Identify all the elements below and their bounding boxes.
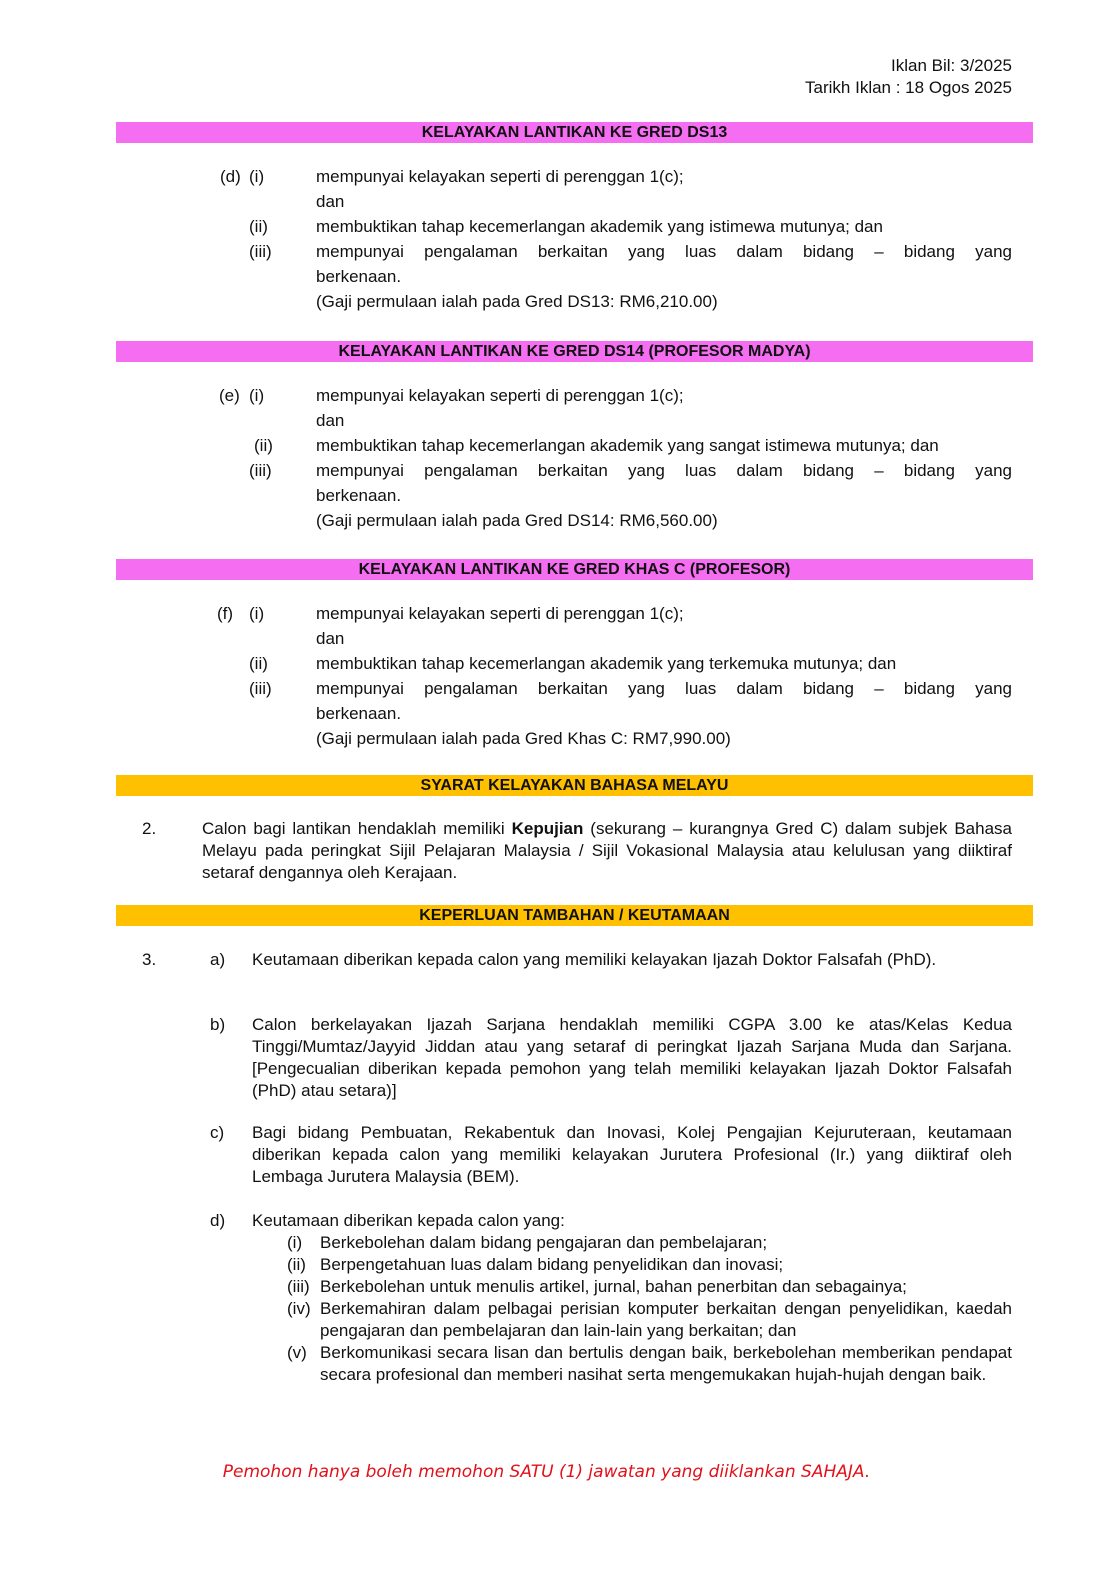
item-text: mempunyai pengalaman berkaitan yang luas dalam bidang – bidang yang — [316, 461, 1012, 480]
list-item — [0, 651, 1093, 676]
qualification-list-ds13 — [0, 164, 1093, 314]
item-text: membuktikan tahap kecemerlangan akademik yang terkemuka mutunya; dan — [316, 654, 897, 673]
section-heading-ds14: KELAYAKAN LANTIKAN KE GRED DS14 (PROFESOR MADYA) — [116, 341, 1033, 362]
footer-note: Pemohon hanya boleh memohon SATU (1) jawatan yang diiklankan SAHAJA. — [222, 1462, 871, 1482]
emphasis-kepujian: Kepujian — [511, 819, 584, 838]
item-number: (ii) — [254, 436, 273, 455]
item-number: (iii) — [249, 242, 272, 261]
sub-item-text: Berpengetahuan luas dalam bidang penyelidikan dan inovasi; — [320, 1255, 784, 1274]
item-continuation: berkenaan. — [316, 267, 402, 286]
ad-date: Tarikh Iklan : 18 Ogos 2025 — [805, 78, 1012, 97]
salary-note: (Gaji permulaan ialah pada Gred DS13: RM6,210.00) — [316, 292, 718, 311]
paragraph-body — [202, 818, 1012, 884]
section-heading-ds13: KELAYAKAN LANTIKAN KE GRED DS13 — [116, 122, 1033, 143]
item-text: mempunyai pengalaman berkaitan yang luas dalam bidang – bidang yang — [316, 242, 1012, 261]
item-continuation: berkenaan. — [316, 704, 402, 723]
item-label: (e) — [219, 386, 240, 405]
list-item — [0, 433, 1093, 458]
section-heading-bahasa-melayu: SYARAT KELAYAKAN BAHASA MELAYU — [116, 775, 1033, 796]
item-number: (i) — [249, 386, 265, 405]
text-segment: Calon bagi lantikan hendaklah memiliki — [202, 819, 512, 838]
item-text: mempunyai kelayakan seperti di perenggan 1(c); — [316, 386, 684, 405]
item-letter: a) — [210, 950, 226, 969]
item-letter: c) — [210, 1123, 225, 1142]
item-continuation: berkenaan. — [316, 486, 402, 505]
list-item — [0, 601, 1093, 626]
item-number: (iii) — [249, 461, 272, 480]
sub-item-text: Berkebolehan dalam bidang pengajaran dan pembelajaran; — [320, 1233, 768, 1252]
item-number: (iii) — [249, 679, 272, 698]
item-letter: d) — [210, 1211, 226, 1230]
sub-item-text: Berkebolehan untuk menulis artikel, jurnal, bahan penerbitan dan sebagainya; — [320, 1277, 907, 1296]
item-letter: b) — [210, 1015, 226, 1034]
salary-note: (Gaji permulaan ialah pada Gred DS14: RM6,560.00) — [316, 511, 718, 530]
sub-item-number: (ii) — [287, 1255, 306, 1274]
list-item — [0, 676, 1093, 701]
section-heading-additional: KEPERLUAN TAMBAHAN / KEUTAMAAN — [116, 905, 1033, 926]
item-continuation: dan — [316, 629, 345, 648]
item-number: (i) — [249, 167, 265, 186]
item-text: mempunyai kelayakan seperti di perenggan 1(c); — [316, 167, 684, 186]
text-segment: (sekurang – kurangnya Gred C) dalam subjek Bahasa Melayu pada peringkat Sijil Pelajaran Malaysia / Sijil Vokasional Malaysia atau kelulusan yang diiktiraf setaraf dengannya oleh Kerajaan. — [202, 819, 1012, 882]
item-text: membuktikan tahap kecemerlangan akademik yang istimewa mutunya; dan — [316, 217, 883, 236]
list-item — [0, 164, 1093, 189]
item-text: Bagi bidang Pembuatan, Rekabentuk dan Inovasi, Kolej Pengajian Kejuruteraan, keutamaan diberikan kepada calon yang memiliki kelayakan Jurutera Profesional (Ir.) yang diiktiraf oleh Lembaga Jurutera Malaysia (BEM). — [252, 1123, 1012, 1186]
item-text: membuktikan tahap kecemerlangan akademik yang sangat istimewa mutunya; dan — [316, 436, 939, 455]
item-number: (i) — [249, 604, 265, 623]
item-text: Keutamaan diberikan kepada calon yang memiliki kelayakan Ijazah Doktor Falsafah (PhD). — [252, 950, 937, 969]
item-number: (ii) — [249, 654, 268, 673]
list-item — [0, 458, 1093, 483]
sub-item-text: Berkomunikasi secara lisan dan bertulis dengan baik, berkebolehan memberikan pendapat secara profesional dan memberi nasihat serta mengemukakan hujah-hujah dengan baik. — [320, 1343, 1012, 1384]
item-number: (ii) — [249, 217, 268, 236]
item-label: (f) — [217, 604, 234, 623]
list-item — [0, 214, 1093, 239]
sub-item-number: (iii) — [287, 1277, 310, 1296]
item-text: mempunyai kelayakan seperti di perenggan 1(c); — [316, 604, 684, 623]
list-item — [0, 239, 1093, 264]
list-item — [0, 383, 1093, 408]
item-continuation: dan — [316, 192, 345, 211]
item-text: mempunyai pengalaman berkaitan yang luas dalam bidang – bidang yang — [316, 679, 1012, 698]
sub-item-number: (v) — [287, 1343, 307, 1362]
item-text: Keutamaan diberikan kepada calon yang: — [252, 1211, 565, 1230]
salary-note: (Gaji permulaan ialah pada Gred Khas C: RM7,990.00) — [316, 729, 731, 748]
qualification-list-ds14 — [0, 383, 1093, 533]
section-heading-khas-c: KELAYAKAN LANTIKAN KE GRED KHAS C (PROFESOR) — [116, 559, 1033, 580]
sub-item-number: (i) — [287, 1233, 303, 1252]
qualification-list-khas-c — [0, 601, 1093, 751]
paragraph-number: 3. — [142, 950, 157, 969]
item-label: (d) — [220, 167, 241, 186]
item-continuation: dan — [316, 411, 345, 430]
ad-meta — [805, 55, 1012, 99]
paragraph-number: 2. — [142, 819, 157, 838]
ad-number: Iklan Bil: 3/2025 — [891, 56, 1012, 75]
item-text: Calon berkelayakan Ijazah Sarjana hendaklah memiliki CGPA 3.00 ke atas/Kelas Kedua Tinggi/Mumtaz/Jayyid Jiddan atau yang setaraf di peringkat Ijazah Sarjana Muda dan Sarjana. [Pengecualian diberikan kepada pemohon yang telah memiliki kelayakan Ijazah Doktor Falsafah (PhD) atau setara)] — [252, 1015, 1012, 1100]
sub-item-text: Berkemahiran dalam pelbagai perisian komputer berkaitan dengan penyelidikan, kaedah pengajaran dan pembelajaran dan lain-lain yang berkaitan; dan — [320, 1299, 1012, 1340]
sub-item-number: (iv) — [287, 1299, 311, 1318]
